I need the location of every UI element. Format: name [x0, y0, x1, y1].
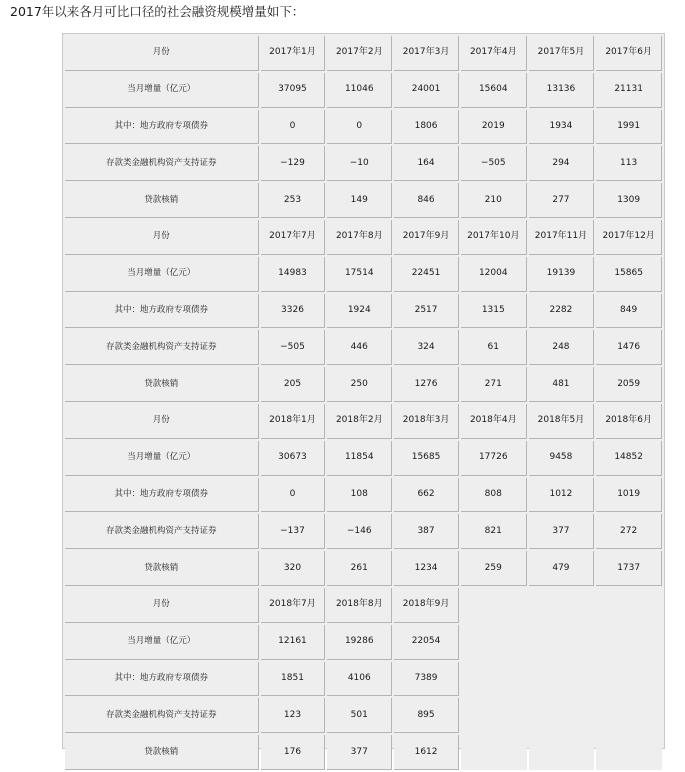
row-label: 存款类金融机构资产支持证券: [65, 698, 259, 733]
abs-row: [65, 698, 662, 733]
value-cell: 821: [461, 514, 527, 549]
value-cell: 846: [394, 183, 459, 218]
value-cell: 7389: [394, 662, 459, 697]
value-cell: 1309: [596, 183, 662, 218]
value-cell: 1019: [596, 478, 662, 513]
value-cell: 210: [461, 183, 527, 218]
value-cell: −505: [461, 146, 527, 181]
value-cell: 849: [596, 294, 662, 329]
month-row: [65, 36, 662, 71]
value-cell: 501: [327, 698, 392, 733]
value-cell: 0: [261, 478, 326, 513]
value-cell: 22054: [394, 625, 459, 660]
value-cell: 1276: [394, 367, 459, 402]
row-label: 其中：地方政府专项债券: [65, 478, 259, 513]
value-cell: 2019: [461, 110, 527, 145]
write-offs-row: [65, 551, 662, 586]
row-label: 当月增量（亿元）: [65, 441, 259, 476]
value-cell: 1315: [461, 294, 527, 329]
value-cell: 21131: [596, 73, 662, 108]
row-label: 当月增量（亿元）: [65, 73, 259, 108]
increase-row: [65, 441, 662, 476]
month-cell: 2018年1月: [261, 404, 326, 439]
value-cell: 13136: [529, 73, 595, 108]
value-cell: 15604: [461, 73, 527, 108]
value-cell: 479: [529, 551, 595, 586]
value-cell: 19286: [327, 625, 392, 660]
value-cell: 808: [461, 478, 527, 513]
month-cell: 2017年1月: [261, 36, 326, 71]
value-cell: 113: [596, 146, 662, 181]
value-cell: 17726: [461, 441, 527, 476]
month-cell: 2017年6月: [596, 36, 662, 71]
value-cell: 15685: [394, 441, 459, 476]
value-cell: 271: [461, 367, 527, 402]
financing-table: [63, 34, 664, 772]
value-cell: 1991: [596, 110, 662, 145]
value-cell: 149: [327, 183, 392, 218]
value-cell: 1924: [327, 294, 392, 329]
value-cell: 377: [529, 514, 595, 549]
value-cell: 24001: [394, 73, 459, 108]
value-cell: 4106: [327, 662, 392, 697]
month-cell: 2017年7月: [261, 220, 326, 255]
value-cell: 11046: [327, 73, 392, 108]
month-cell: 2017年10月: [461, 220, 527, 255]
month-cell: 2017年3月: [394, 36, 459, 71]
value-cell: 1737: [596, 551, 662, 586]
row-label: 月份: [65, 220, 259, 255]
row-label: 存款类金融机构资产支持证券: [65, 330, 259, 365]
row-label: 贷款核销: [65, 183, 259, 218]
value-cell: 294: [529, 146, 595, 181]
value-cell: 1012: [529, 478, 595, 513]
value-cell: 253: [261, 183, 326, 218]
value-cell: 895: [394, 698, 459, 733]
row-label: 月份: [65, 36, 259, 71]
value-cell: 320: [261, 551, 326, 586]
value-cell: 248: [529, 330, 595, 365]
value-cell: 12161: [261, 625, 326, 660]
empty-cell: [529, 735, 595, 770]
value-cell: 0: [261, 110, 326, 145]
value-cell: 123: [261, 698, 326, 733]
value-cell: −10: [327, 146, 392, 181]
abs-row: [65, 146, 662, 181]
value-cell: 446: [327, 330, 392, 365]
value-cell: 662: [394, 478, 459, 513]
month-cell: 2017年11月: [529, 220, 595, 255]
increase-row: [65, 257, 662, 292]
value-cell: 2059: [596, 367, 662, 402]
abs-row: [65, 514, 662, 549]
month-row: [65, 588, 662, 623]
value-cell: 14983: [261, 257, 326, 292]
value-cell: 1934: [529, 110, 595, 145]
row-label: 当月增量（亿元）: [65, 257, 259, 292]
row-label: 存款类金融机构资产支持证券: [65, 146, 259, 181]
value-cell: 205: [261, 367, 326, 402]
value-cell: 1851: [261, 662, 326, 697]
month-cell: 2018年4月: [461, 404, 527, 439]
empty-cell: [596, 625, 662, 660]
month-cell: 2017年4月: [461, 36, 527, 71]
value-cell: 15865: [596, 257, 662, 292]
value-cell: 324: [394, 330, 459, 365]
value-cell: 1234: [394, 551, 459, 586]
month-cell: 2017年8月: [327, 220, 392, 255]
write-offs-row: [65, 183, 662, 218]
local-gov-bonds-row: [65, 294, 662, 329]
row-label: 贷款核销: [65, 367, 259, 402]
empty-cell: [529, 625, 595, 660]
row-label: 存款类金融机构资产支持证券: [65, 514, 259, 549]
value-cell: 259: [461, 551, 527, 586]
month-cell: 2018年8月: [327, 588, 392, 623]
page-heading: 2017年以来各月可比口径的社会融资规模增量如下：: [10, 4, 305, 19]
write-offs-row: [65, 367, 662, 402]
empty-cell: [461, 588, 527, 623]
value-cell: 261: [327, 551, 392, 586]
value-cell: 22451: [394, 257, 459, 292]
month-cell: 2017年12月: [596, 220, 662, 255]
month-cell: 2018年5月: [529, 404, 595, 439]
abs-row: [65, 330, 662, 365]
value-cell: 176: [261, 735, 326, 770]
value-cell: 481: [529, 367, 595, 402]
value-cell: −137: [261, 514, 326, 549]
write-offs-row: [65, 735, 662, 770]
value-cell: 61: [461, 330, 527, 365]
value-cell: 272: [596, 514, 662, 549]
month-cell: 2018年7月: [261, 588, 326, 623]
row-label: 其中：地方政府专项债券: [65, 294, 259, 329]
empty-cell: [596, 735, 662, 770]
month-cell: 2018年2月: [327, 404, 392, 439]
month-cell: 2017年9月: [394, 220, 459, 255]
value-cell: 2517: [394, 294, 459, 329]
month-cell: 2018年9月: [394, 588, 459, 623]
empty-cell: [461, 735, 527, 770]
row-label: 贷款核销: [65, 735, 259, 770]
value-cell: 1476: [596, 330, 662, 365]
value-cell: 14852: [596, 441, 662, 476]
value-cell: 1806: [394, 110, 459, 145]
month-row: [65, 404, 662, 439]
row-label: 当月增量（亿元）: [65, 625, 259, 660]
month-cell: 2017年5月: [529, 36, 595, 71]
value-cell: 387: [394, 514, 459, 549]
empty-cell: [596, 698, 662, 733]
value-cell: 377: [327, 735, 392, 770]
row-label: 月份: [65, 588, 259, 623]
value-cell: 164: [394, 146, 459, 181]
value-cell: 108: [327, 478, 392, 513]
value-cell: 3326: [261, 294, 326, 329]
month-row: [65, 220, 662, 255]
empty-cell: [461, 698, 527, 733]
empty-cell: [461, 625, 527, 660]
value-cell: 1612: [394, 735, 459, 770]
empty-cell: [529, 698, 595, 733]
empty-cell: [596, 662, 662, 697]
value-cell: 12004: [461, 257, 527, 292]
financing-table-container: [62, 33, 665, 757]
value-cell: 0: [327, 110, 392, 145]
local-gov-bonds-row: [65, 478, 662, 513]
value-cell: 2282: [529, 294, 595, 329]
month-cell: 2018年3月: [394, 404, 459, 439]
row-label: 其中：地方政府专项债券: [65, 110, 259, 145]
local-gov-bonds-row: [65, 662, 662, 697]
value-cell: 30673: [261, 441, 326, 476]
row-label: 贷款核销: [65, 551, 259, 586]
value-cell: −146: [327, 514, 392, 549]
empty-cell: [529, 662, 595, 697]
row-label: 月份: [65, 404, 259, 439]
month-cell: 2018年6月: [596, 404, 662, 439]
row-label: 其中：地方政府专项债券: [65, 662, 259, 697]
value-cell: 37095: [261, 73, 326, 108]
empty-cell: [596, 588, 662, 623]
value-cell: 17514: [327, 257, 392, 292]
empty-cell: [529, 588, 595, 623]
value-cell: −129: [261, 146, 326, 181]
value-cell: 9458: [529, 441, 595, 476]
increase-row: [65, 625, 662, 660]
local-gov-bonds-row: [65, 110, 662, 145]
value-cell: 277: [529, 183, 595, 218]
month-cell: 2017年2月: [327, 36, 392, 71]
value-cell: 11854: [327, 441, 392, 476]
value-cell: 250: [327, 367, 392, 402]
value-cell: −505: [261, 330, 326, 365]
empty-cell: [461, 662, 527, 697]
value-cell: 19139: [529, 257, 595, 292]
increase-row: [65, 73, 662, 108]
